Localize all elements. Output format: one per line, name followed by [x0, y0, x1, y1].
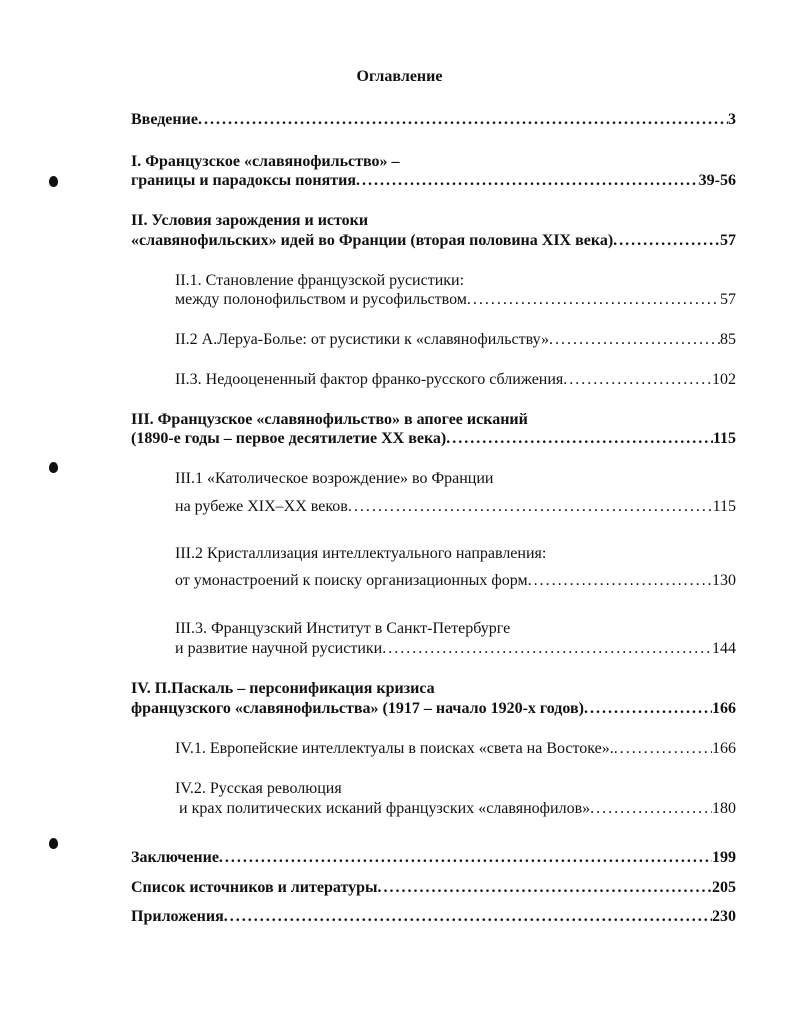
dot-leader — [219, 848, 712, 868]
dot-leader — [198, 110, 728, 130]
toc-entry-ch4-1[interactable] — [175, 739, 736, 759]
dot-leader — [528, 571, 712, 591]
toc-entry-ch4-2[interactable] — [175, 799, 736, 819]
dot-leader — [467, 290, 720, 310]
binder-hole-mark — [49, 176, 58, 187]
page-number: 130 — [712, 572, 736, 589]
dot-leader — [613, 231, 720, 251]
entry-text: Список источников и литературы — [131, 879, 378, 896]
toc-entry-ch1[interactable] — [131, 171, 736, 191]
toc-entry-ch2-line1[interactable]: II. Условия зарождения и истоки — [131, 212, 369, 229]
toc-entry-ch4-2-line1[interactable]: IV.2. Русская революция — [175, 780, 342, 797]
toc-entry-intro[interactable] — [131, 110, 736, 130]
toc-entry-ch3-line1[interactable]: III. Французское «славянофильство» в апогее исканий — [131, 411, 528, 428]
entry-text: Приложения — [131, 908, 224, 925]
toc-entry-ch2-1[interactable] — [175, 290, 736, 310]
page-number: 3 — [728, 111, 736, 128]
dot-leader — [614, 739, 712, 759]
page-number: 166 — [712, 740, 736, 757]
toc-entry-ch3-1-line1[interactable]: III.1 «Католическое возрождение» во Франции — [175, 470, 494, 487]
toc-entry-ch3-2[interactable] — [175, 571, 736, 591]
entry-text: границы и парадоксы понятия — [131, 172, 356, 189]
dot-leader — [356, 171, 699, 191]
entry-text: IV.1. Европейские интеллектуалы в поисках «света на Востоке». — [175, 740, 614, 757]
toc-entry-ch1-line1[interactable]: I. Французское «славянофильство» – — [131, 153, 400, 170]
page-number: 180 — [712, 800, 736, 817]
page-number: 102 — [712, 371, 736, 388]
dot-leader — [446, 429, 713, 449]
entry-text: Заключение — [131, 849, 219, 866]
page-number: 115 — [712, 498, 736, 515]
dot-leader — [348, 497, 713, 517]
toc-entry-sources[interactable] — [131, 878, 736, 898]
page-number: 230 — [712, 908, 736, 925]
page-number: 199 — [712, 849, 736, 866]
dot-leader — [224, 907, 712, 927]
dot-leader — [382, 639, 712, 659]
page-number: 57 — [720, 232, 736, 249]
page-number: 144 — [712, 640, 736, 657]
page-number: 57 — [720, 291, 736, 308]
page-title: Оглавление — [356, 68, 443, 85]
toc-entry-ch3-2-line1[interactable]: III.2 Кристаллизация интеллектуального направления: — [175, 545, 547, 562]
entry-text: от умонастроений к поиску организационных форм — [175, 572, 528, 589]
toc-entry-ch2-1-line1[interactable]: II.1. Становление французской русистики: — [175, 272, 465, 289]
toc-entry-ch3-3-line1[interactable]: III.3. Французский Институт в Санкт-Петербурге — [175, 620, 511, 637]
entry-text: II.3. Недооцененный фактор франко-русского сближения — [175, 371, 564, 388]
toc-entry-ch3[interactable] — [131, 429, 736, 449]
binder-hole-mark — [49, 838, 58, 849]
toc-entry-ch4[interactable] — [131, 699, 736, 719]
entry-text: II.2 А.Леруа-Болье: от русистики к «славянофильству» — [175, 331, 550, 348]
dot-leader — [590, 799, 712, 819]
toc-entry-appendix[interactable] — [131, 907, 736, 927]
entry-text: «славянофильских» идей во Франции (вторая половина XIX века) — [131, 232, 614, 249]
toc-entry-ch3-3[interactable] — [175, 639, 736, 659]
page-number: 166 — [712, 700, 736, 717]
toc-entry-ch3-1[interactable] — [175, 497, 736, 517]
toc-entry-ch2-3[interactable] — [175, 370, 736, 390]
dot-leader — [377, 878, 712, 898]
entry-text: французского «славянофильства» (1917 – начало 1920-х годов) — [131, 700, 584, 717]
dot-leader — [563, 370, 712, 390]
page-number: 205 — [712, 879, 736, 896]
entry-text: и развитие научной русистики — [175, 640, 383, 657]
entry-text: Введение — [131, 111, 198, 128]
page-number: 115 — [712, 430, 736, 447]
toc-entry-ch2[interactable] — [131, 231, 736, 251]
page-number: 39-56 — [698, 172, 736, 189]
toc-entry-ch2-2[interactable] — [175, 330, 736, 350]
binder-hole-mark — [49, 462, 58, 473]
entry-text: (1890-е годы – первое десятилетие XX века) — [131, 430, 447, 447]
entry-text: на рубеже XIX–XX веков — [175, 498, 348, 515]
entry-text: между полонофильством и русофильством — [175, 291, 467, 308]
page-number: 85 — [720, 331, 736, 348]
toc-entry-conclusion[interactable] — [131, 848, 736, 868]
dot-leader — [549, 330, 720, 350]
entry-text: и крах политических исканий французских «славянофилов» — [175, 800, 591, 817]
dot-leader — [584, 699, 712, 719]
toc-entry-ch4-line1[interactable]: IV. П.Паскаль – персонификация кризиса — [131, 680, 435, 697]
